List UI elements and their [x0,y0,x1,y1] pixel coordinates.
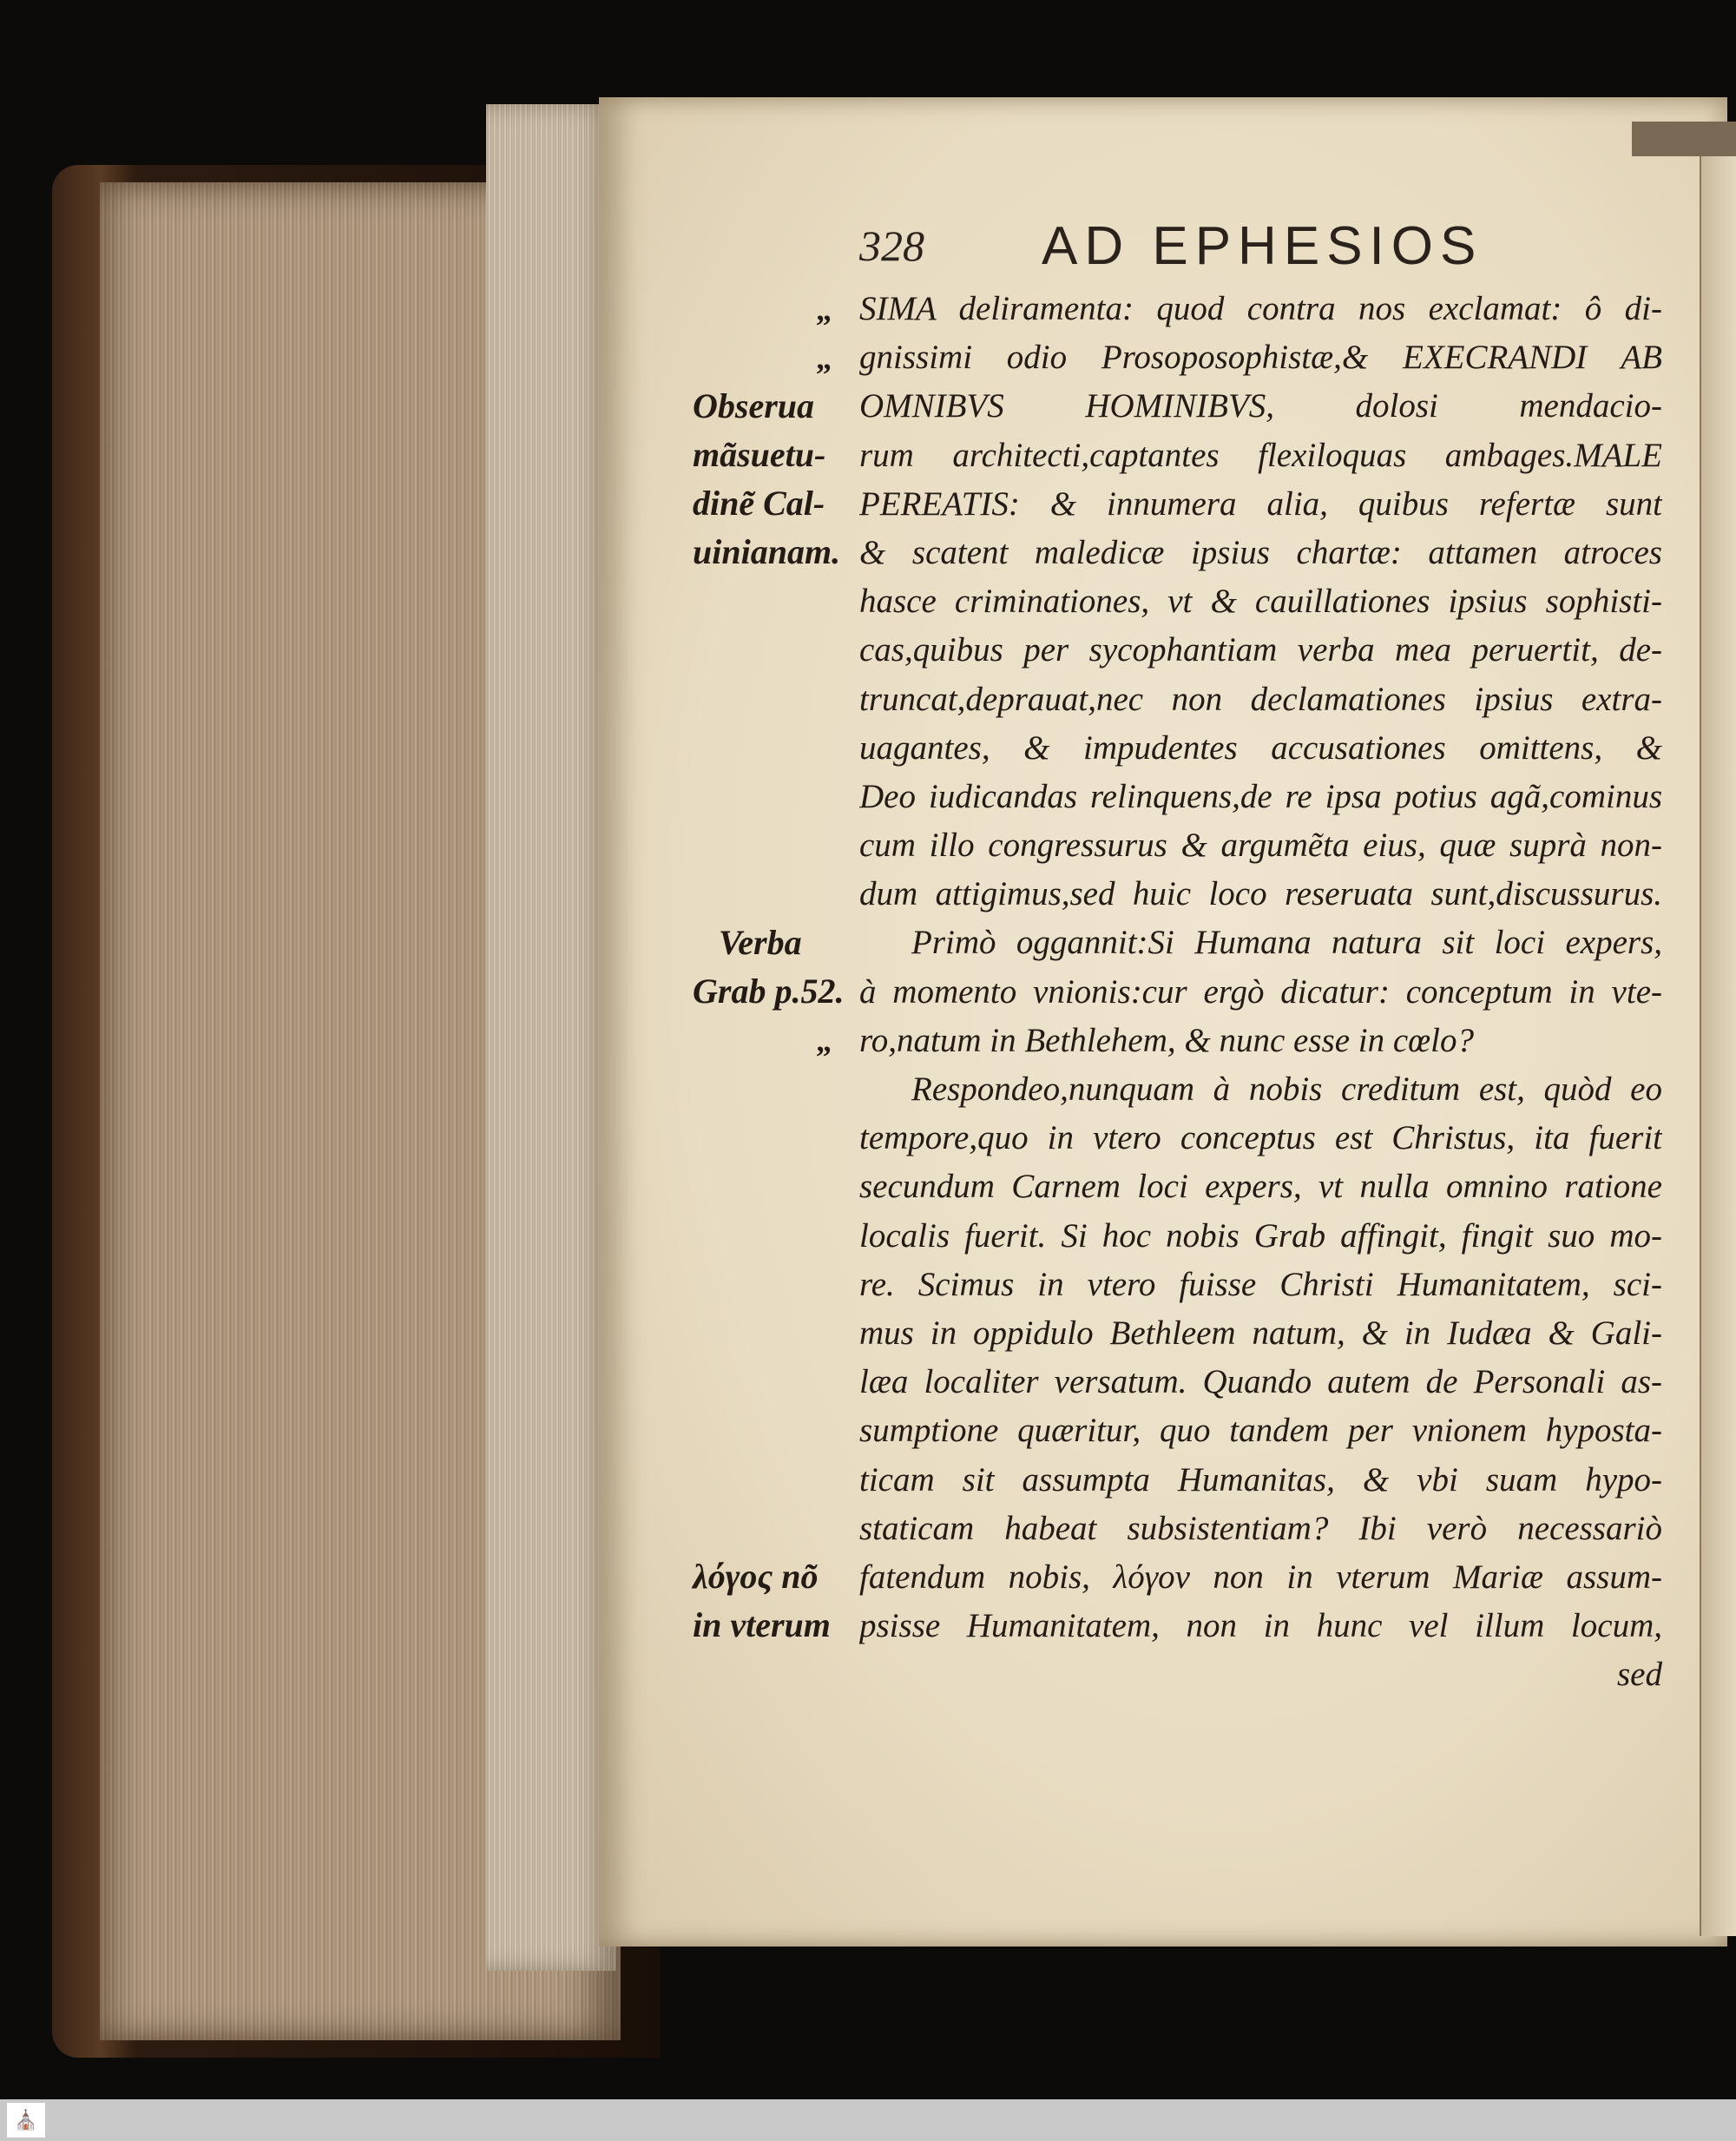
page-edges [486,104,616,1971]
text-line: SIMA deliramenta: quod contra nos exclamat: ô di- [859,290,1662,327]
page-title: AD EPHESIOS [1042,216,1483,276]
text-line: rum architecti,captantes flexiloquas ambages.MALE [859,436,1662,474]
text-line: PEREATIS: & innumera alia, quibus refertæ sunt [859,484,1662,523]
running-head [859,215,1519,276]
quote-mark: „ [816,1024,832,1058]
margin-note-line: Obserua [693,386,815,425]
text-line: & scatent maledicæ ipsius chartæ: attamen atroces [859,533,1662,571]
page-number: 328 [859,221,924,270]
text-line: truncat,deprauat,nec non declamationes ipsius extra- [859,680,1662,718]
text-line: ticam sit assumpta Humanitas, & vbi suam hypo- [859,1460,1662,1499]
margin-note-line: uinianam. [693,532,841,571]
text-line: hasce criminationes, vt & cauillationes ipsius sophisti- [859,583,1662,621]
binding-strip [1632,122,1736,156]
text-line: à momento vnionis:cur ergò dicatur: conceptum in vte- [859,972,1662,1011]
text-line: localis fuerit. Si hoc nobis Grab affingit, fingit suo mo- [859,1216,1662,1255]
library-seal-icon: ⛪ [7,2103,45,2138]
text-line: mus in oppidulo Bethleem natum, & in Iudæa & Gali- [859,1314,1662,1352]
text-line: ro,natum in Bethlehem, & nunc esse in cœlo? [859,1021,1475,1059]
text-line: cas,quibus per sycophantiam verba mea peruertit, de- [859,631,1662,669]
text-line: staticam habeat subsistentiam? Ibi verò necessariò [859,1509,1662,1547]
text-line: læa localiter versatum. Quando autem de Personali as- [859,1363,1662,1401]
viewer-footer-bar [0,2099,1736,2141]
margin-note-line: dinẽ Cal- [693,484,825,523]
quote-mark: „ [816,341,832,376]
text-line: fatendum nobis, λόγον non in vterum Mariæ assum- [859,1558,1662,1596]
text-line: OMNIBVS HOMINIBVS, dolosi mendacio- [859,387,1662,425]
text-line: re. Scimus in vtero fuisse Christi Humanitatem, sci- [859,1265,1662,1303]
margin-note-line: λόγος nõ [693,1557,819,1596]
text-line: dum attigimus,sed huic loco reseruata sunt,discussurus. [859,875,1662,913]
quote-mark: „ [816,293,832,327]
margin-note-line: Grab p.52. [693,972,845,1011]
body-text [859,285,1662,1699]
catchword: sed [1617,1656,1662,1694]
margin-note-line: mãsuetu- [693,435,826,474]
margin-note-line: Verba [719,923,802,962]
text-line: sumptione quæritur, quo tandem per vnionem hyposta- [859,1412,1662,1450]
text-line: Deo iudicandas relinquens,de re ipsa potius agã,cominus [859,777,1662,815]
text-line: Respondeo,nunquam à nobis creditum est, quòd eo [911,1070,1662,1108]
text-line: gnissimi odio Prosoposophistæ,& EXECRANDI AB [859,339,1662,377]
text-line: uagantes, & impudentes accusationes omittens, & [859,728,1662,767]
text-line: psisse Humanitatem, non in hunc vel illum locum, [859,1607,1662,1645]
text-line: secundum Carnem loci expers, vt nulla omnino ratione [859,1168,1662,1206]
text-line: tempore,quo in vtero conceptus est Christus, ita fuerit [859,1119,1662,1157]
right-page-edge [1700,148,1736,1936]
margin-note-line: in vterum [693,1605,831,1644]
text-line: Primò oggannit:Si Humana natura sit loci expers, [911,924,1662,962]
text-line: cum illo congressurus & argumẽta eius, quæ suprà non- [859,827,1662,865]
